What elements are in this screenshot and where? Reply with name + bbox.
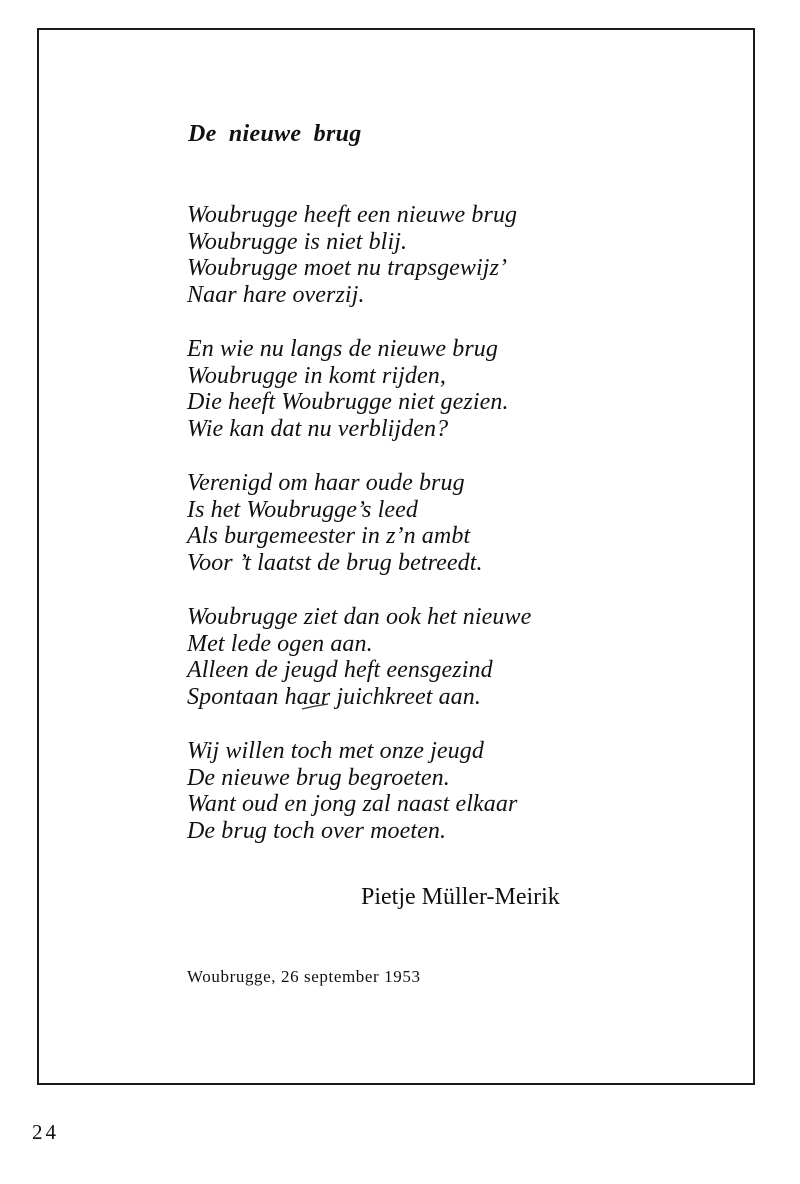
poem-line: Woubrugge in komt rijden,: [187, 362, 446, 389]
poem-line: Met lede ogen aan.: [187, 630, 373, 657]
poem-line: Woubrugge ziet dan ook het nieuwe: [187, 604, 532, 630]
poem-line: Woubrugge heeft een nieuwe brug: [187, 202, 518, 228]
stanza: [187, 336, 647, 442]
poem-line: Woubrugge moet nu trapsgewijz’: [187, 255, 508, 281]
poem-body: [187, 202, 647, 872]
poem-dateline: Woubrugge, 26 september 1953: [187, 967, 421, 986]
poem-line: Voor ’t laatst de brug betreedt.: [187, 549, 483, 576]
poem-line: Verenigd om haar oude brug: [187, 470, 465, 496]
stanza: [187, 202, 647, 308]
poem-line: Want oud en jong zal naast elkaar: [187, 791, 518, 817]
poem-author: Pietje Müller-Meirik: [361, 884, 560, 910]
poem-line: Spontaan haar juichkreet aan.: [187, 683, 481, 710]
poem-line: Alleen de jeugd heft eensgezind: [187, 657, 493, 683]
poem-line: De brug toch over moeten.: [187, 817, 447, 844]
stanza: [187, 738, 647, 844]
poem-line: Naar hare overzij.: [187, 281, 365, 308]
stanza: [187, 604, 647, 710]
poem-line: Woubrugge is niet blij.: [187, 228, 408, 255]
poem-line: Wie kan dat nu verblijden?: [187, 415, 449, 442]
page-number: 24: [32, 1120, 59, 1144]
poem-line: Is het Woubrugge’s leed: [187, 496, 418, 523]
pen-mark: [300, 703, 330, 711]
poem-line: En wie nu langs de nieuwe brug: [187, 336, 498, 362]
poem-line: Die heeft Woubrugge niet gezien.: [187, 389, 509, 415]
poem-line: Wij willen toch met onze jeugd: [187, 738, 484, 764]
poem-line: De nieuwe brug begroeten.: [187, 764, 450, 791]
poem-title: De nieuwe brug: [188, 121, 362, 147]
poem-line: Als burgemeester in z’n ambt: [187, 523, 471, 549]
stanza: [187, 470, 647, 576]
